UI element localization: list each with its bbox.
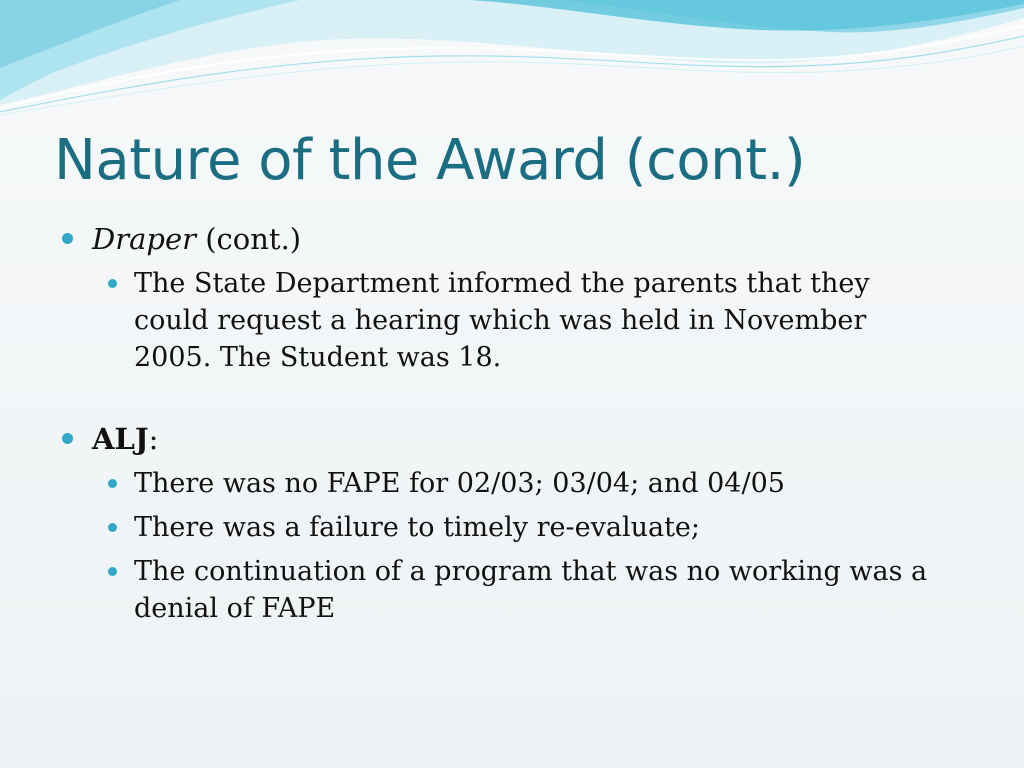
sub-bullet-text: The State Department informed the parents that they could request a hearing which was held in November 2005. The Student was 18.: [134, 268, 870, 373]
sub-bullet: [62, 465, 962, 502]
sub-bullet: [62, 553, 962, 627]
bullet-dot-icon: [62, 233, 73, 244]
bullet-dot-icon: [62, 433, 73, 444]
sub-bullet-text: There was a failure to timely re-evaluate;: [134, 512, 700, 543]
bullet-alj: [62, 420, 962, 458]
heading-suffix: :: [148, 422, 159, 456]
slide-body: [62, 220, 962, 627]
case-name: Draper: [92, 222, 196, 256]
bullet-dot-icon: [108, 567, 117, 576]
heading-suffix: (cont.): [196, 222, 302, 256]
bullet-dot-icon: [108, 523, 117, 532]
sub-bullet: [62, 265, 962, 376]
sub-bullet: [62, 509, 962, 546]
sub-bullet-text: The continuation of a program that was no working was a denial of FAPE: [134, 556, 928, 624]
header-wave-decoration: [0, 0, 1024, 130]
slide-title: Nature of the Award (cont.): [54, 128, 806, 193]
bullet-draper: [62, 220, 962, 258]
bullet-dot-icon: [108, 479, 117, 488]
sub-bullet-text: There was no FAPE for 02/03; 03/04; and 04/05: [134, 468, 785, 499]
bullet-dot-icon: [108, 279, 117, 288]
alj-heading: ALJ: [92, 422, 149, 456]
